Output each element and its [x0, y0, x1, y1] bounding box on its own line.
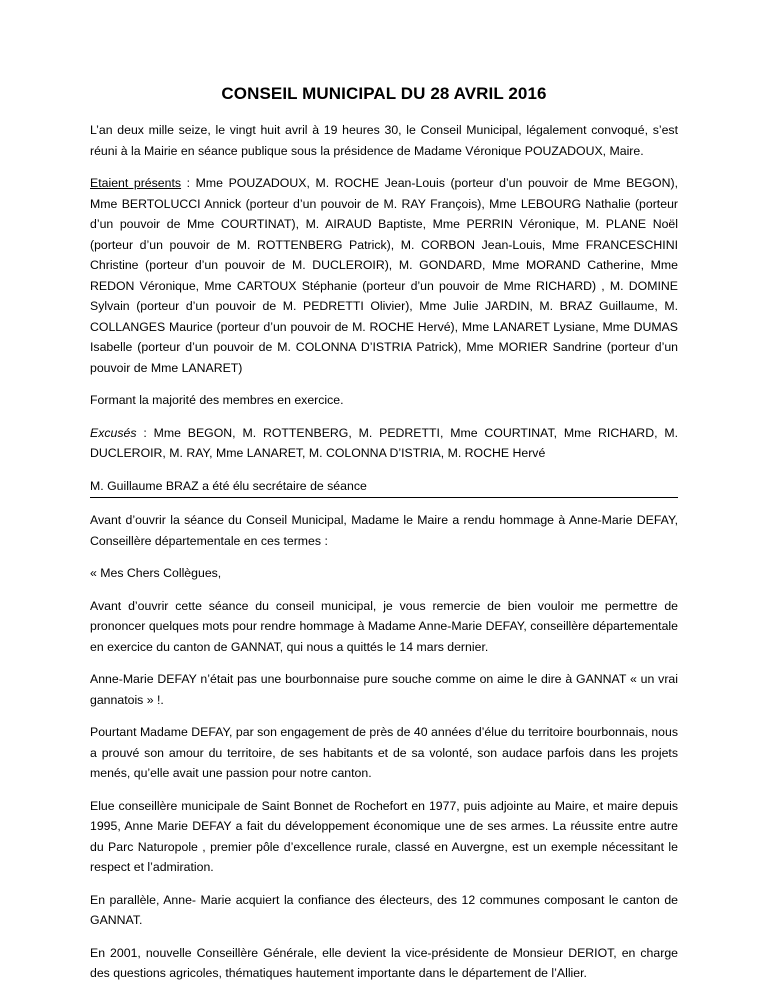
- excused-label: Excusés: [90, 425, 137, 440]
- body-paragraph-5: Pourtant Madame DEFAY, par son engagement de près de 40 années d’élue du territoire bourbonnais, nous a prouvé son amour du territoire, de ses habitants et de sa volonté, son audace parfois dans les projets menés, qu’elle avait une passion pour notre canton.: [90, 725, 678, 780]
- intro-paragraph: L’an deux mille seize, le vingt huit avril à 19 heures 30, le Conseil Municipal, légalement convoqué, s’est réuni à la Mairie en séance publique sous la présidence de Madame Véronique POUZADOUX, Maire.: [90, 123, 678, 158]
- body-paragraph-7: En parallèle, Anne- Marie acquiert la confiance des électeurs, des 12 communes composant le canton de GANNAT.: [90, 892, 678, 927]
- body-paragraph-1: Avant d’ouvrir la séance du Conseil Municipal, Madame le Maire a rendu hommage à Anne-Marie DEFAY, Conseillère départementale en ces termes :: [90, 513, 678, 548]
- attendees-label: Etaient présents: [90, 176, 182, 190]
- body-paragraph-3: Avant d’ouvrir cette séance du conseil municipal, je vous remercie de bien vouloir me permettre de prononcer quelques mots pour rendre hommage à Madame Anne-Marie DEFAY, conseillère départementale en exercice du canton de GANNAT, qui nous a quittés le 14 mars dernier.: [90, 598, 678, 654]
- secretary-paragraph: M. Guillaume BRAZ a été élu secrétaire de séance: [90, 478, 367, 493]
- body-paragraph-6: Elue conseillère municipale de Saint Bonnet de Rochefort en 1977, puis adjointe au Maire, et maire depuis 1995, Anne Marie DEFAY a fait du développement économique une de ses armes. La réussite entre autre du Parc Naturopole , premier pôle d’excellence rurale, classé en Auvergne, est un exemple nécessitant le respect et l’admiration.: [90, 798, 678, 874]
- document-page: [90, 84, 678, 996]
- page-title: CONSEIL MUNICIPAL DU 28 AVRIL 2016: [221, 84, 547, 103]
- body-paragraph-8: En 2001, nouvelle Conseillère Générale, elle devient la vice-présidente de Monsieur DERIOT, en charge des questions agricoles, thématiques hautement importante dans le département de l’Allier.: [90, 945, 678, 980]
- attendees-list: : Mme POUZADOUX, M. ROCHE Jean-Louis (porteur d’un pouvoir de Mme BEGON), Mme BERTOLUCCI Annick (porteur d’un pouvoir de M. RAY François), Mme LEBOURG Nathalie (porteur d’un pouvoir de Mme COURTINAT), M. AIRAUD Baptiste, Mme PERRIN Véronique, M. PLANE Noël (porteur d’un pouvoir de M. ROTTENBERG Patrick), M. CORBON Jean-Louis, Mme FRANCESCHINI Christine (porteur d’un pouvoir de M. DUCLEROIR), M. GONDARD, Mme MORAND Catherine, Mme REDON Véronique, Mme CARTOUX Stéphanie (porteur d’un pouvoir de Mme RICHARD) , M. DOMINE Sylvain (porteur d’un pouvoir de M. PEDRETTI Olivier), Mme Julie JARDIN, M. BRAZ Guillaume, M. COLLANGES Maurice (porteur d’un pouvoir de M. ROCHE Hervé), Mme LANARET Lysiane, Mme DUMAS Isabelle (porteur d’un pouvoir de M. COLONNA D’ISTRIA Patrick), Mme MORIER Sandrine (porteur d’un pouvoir de Mme LANARET): [90, 176, 678, 375]
- majority-paragraph: Formant la majorité des membres en exercice.: [90, 393, 344, 407]
- body-paragraph-2: « Mes Chers Collègues,: [90, 566, 222, 580]
- excused-paragraph: [90, 423, 678, 464]
- attendees-paragraph: [90, 173, 678, 378]
- section-divider: [90, 497, 678, 498]
- excused-list: : Mme BEGON, M. ROTTENBERG, M. PEDRETTI, Mme COURTINAT, Mme RICHARD, M. DUCLEROIR, M. RAY, Mme LANARET, M. COLONNA D’ISTRIA, M. ROCHE Hervé: [90, 425, 678, 460]
- body-paragraph-4: Anne-Marie DEFAY n’était pas une bourbonnaise pure souche comme on aime le dire à GANNAT « un vrai gannatois » !.: [90, 672, 678, 707]
